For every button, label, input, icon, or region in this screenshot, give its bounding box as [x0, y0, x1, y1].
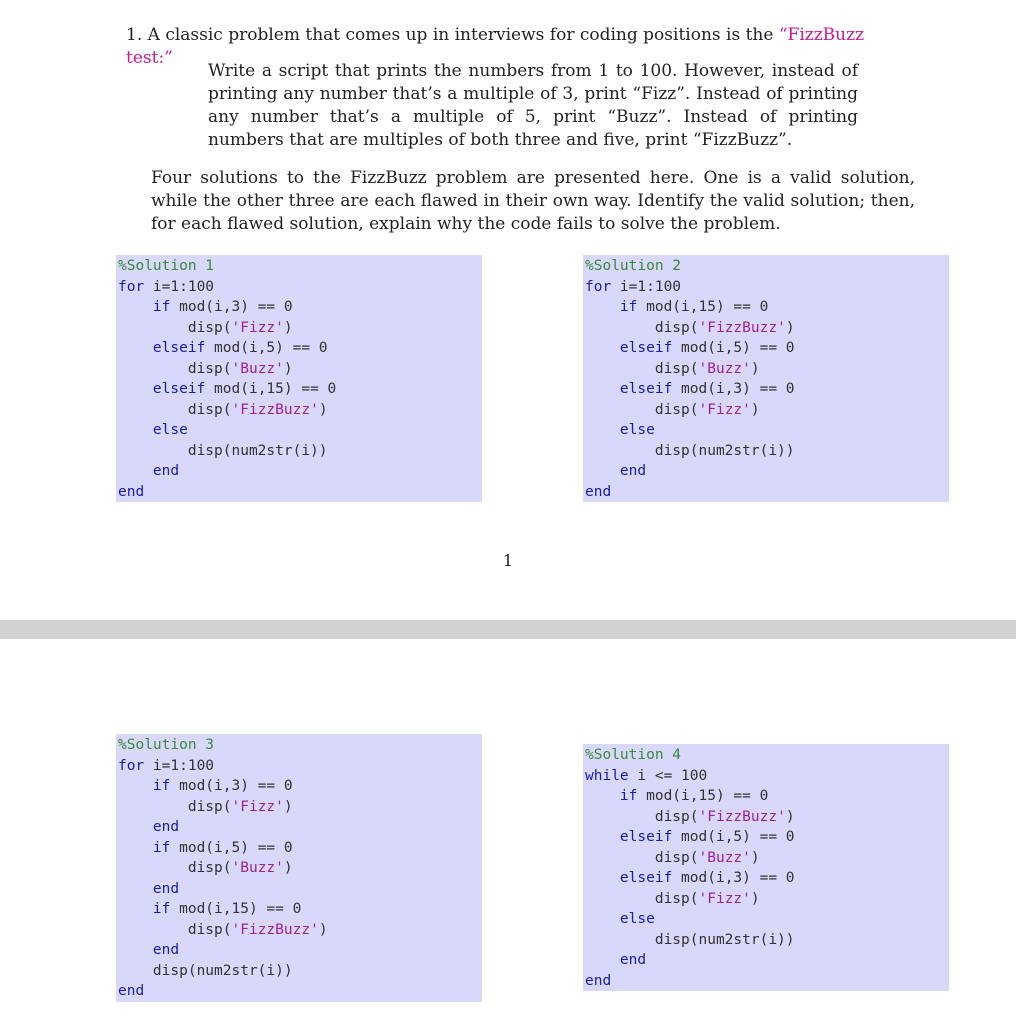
code-line	[118, 961, 482, 982]
solution-2-code	[583, 255, 949, 502]
code-token: elseif	[152, 340, 206, 356]
code-token: )	[750, 360, 760, 377]
code-token: )	[318, 401, 328, 418]
code-token: for	[585, 278, 612, 295]
code-line	[118, 256, 482, 277]
code-token: )	[283, 360, 293, 377]
code-token: if	[619, 299, 638, 315]
code-token: )	[283, 798, 293, 815]
code-line	[118, 297, 482, 318]
code-line	[585, 909, 949, 930]
page-number: 1	[502, 551, 514, 570]
code-line	[585, 807, 949, 828]
code-token: disp(	[118, 921, 232, 938]
code-token: mod(i,15) == 0	[637, 788, 769, 804]
code-line	[118, 817, 482, 838]
code-token: disp(	[585, 849, 699, 866]
code-token: mod(i,3) == 0	[672, 870, 795, 886]
code-line	[118, 879, 482, 900]
code-token: i=1:100	[611, 278, 682, 295]
code-token: if	[152, 778, 171, 794]
code-token: 'Buzz'	[231, 360, 284, 377]
code-line	[118, 379, 482, 400]
code-token	[118, 381, 153, 397]
instructions-paragraph: Four solutions to the FizzBuzz problem are presented here. One is a valid solution, while the other three are each flawed in their own way. Identify the valid solution; then, for each flawed solution, explain why the code fails to solve the problem.	[151, 168, 915, 234]
code-line	[585, 786, 949, 807]
code-token: )	[750, 849, 760, 866]
code-token: disp(	[118, 798, 232, 815]
code-token: 'Buzz'	[231, 860, 284, 876]
code-token: elseif	[619, 381, 673, 397]
code-token: disp(num2str(i))	[585, 442, 795, 459]
code-token: elseif	[152, 381, 206, 397]
code-line	[585, 461, 949, 482]
code-token	[585, 299, 620, 315]
code-token: %Solution 1	[118, 258, 215, 274]
code-token: disp(	[118, 319, 232, 336]
code-token: )	[750, 401, 760, 418]
code-token: while	[585, 767, 629, 784]
code-token: end	[585, 972, 612, 989]
code-token	[118, 299, 153, 315]
code-token: 'Fizz'	[231, 798, 284, 815]
code-line	[118, 756, 482, 777]
problem-statement: Write a script that prints the numbers from 1 to 100. However, instead of printing any number that’s a multiple of 3, print “Fizz”. Instead of printing any number that’s a multiple of 5, print “Buzz”. Instead of printing numbers that are multiples of both three and five, print “FizzBuzz”.	[208, 61, 858, 150]
code-token: disp(	[118, 360, 232, 377]
code-token: mod(i,5) == 0	[672, 340, 795, 356]
code-token	[118, 840, 153, 856]
code-line	[118, 776, 482, 797]
code-token: mod(i,5) == 0	[170, 839, 293, 856]
code-line	[118, 277, 482, 298]
code-token: )	[750, 890, 760, 907]
code-line	[118, 420, 482, 441]
code-token: mod(i,15) == 0	[637, 299, 769, 315]
code-line	[118, 461, 482, 482]
code-token	[118, 901, 153, 917]
fizzbuzz-test-link[interactable]: “FizzBuzz test:”	[126, 25, 865, 68]
code-line	[118, 838, 482, 859]
code-token: disp(	[585, 360, 699, 377]
code-line	[118, 482, 482, 503]
code-token: 'Buzz'	[698, 360, 751, 377]
code-line	[585, 848, 949, 869]
code-line	[585, 827, 949, 848]
code-line	[585, 400, 949, 421]
code-token	[118, 778, 153, 794]
code-token: else	[152, 422, 188, 438]
code-token	[118, 881, 153, 897]
code-token: if	[619, 788, 638, 804]
code-token: )	[785, 808, 795, 825]
code-token: elseif	[619, 340, 673, 356]
code-token: %Solution 2	[585, 258, 682, 274]
code-token	[585, 788, 620, 804]
code-line	[118, 981, 482, 1002]
code-token: end	[118, 483, 145, 500]
code-token	[585, 870, 620, 886]
code-line	[585, 338, 949, 359]
code-token: %Solution 4	[585, 747, 682, 763]
code-line	[585, 745, 949, 766]
code-token	[585, 422, 620, 438]
code-token: mod(i,3) == 0	[170, 778, 293, 794]
code-token: )	[785, 319, 795, 336]
code-token: end	[152, 942, 180, 958]
code-token: 'FizzBuzz'	[231, 401, 319, 418]
code-token: else	[619, 422, 655, 438]
code-token: i=1:100	[144, 757, 215, 774]
code-line	[585, 930, 949, 951]
code-token: disp(	[585, 401, 699, 418]
code-token: if	[152, 299, 171, 315]
code-token: %Solution 3	[118, 737, 215, 753]
code-line	[585, 277, 949, 298]
code-line	[118, 920, 482, 941]
code-line	[118, 899, 482, 920]
code-token: disp(num2str(i))	[118, 442, 328, 459]
code-token: disp(	[585, 319, 699, 336]
code-token: if	[152, 839, 171, 856]
code-token: disp(	[118, 860, 232, 876]
code-token: i=1:100	[144, 278, 215, 295]
code-token: for	[118, 757, 145, 774]
code-token	[585, 340, 620, 356]
code-token: disp(num2str(i))	[585, 931, 795, 948]
code-token: elseif	[619, 870, 673, 886]
code-line	[585, 297, 949, 318]
code-token: elseif	[619, 829, 673, 845]
code-token: disp(	[118, 401, 232, 418]
code-token	[118, 819, 153, 835]
code-line	[585, 971, 949, 992]
code-token: else	[619, 911, 655, 927]
code-line	[585, 256, 949, 277]
code-token: 'Fizz'	[698, 401, 751, 418]
code-line	[585, 318, 949, 339]
code-line	[585, 359, 949, 380]
code-token: if	[152, 901, 171, 917]
code-token	[118, 942, 153, 958]
code-line	[585, 482, 949, 503]
code-token: mod(i,5) == 0	[205, 340, 328, 356]
code-token: )	[283, 319, 293, 336]
code-line	[118, 400, 482, 421]
code-line	[118, 359, 482, 380]
code-line	[118, 797, 482, 818]
code-token: )	[318, 921, 328, 938]
question-intro: A classic problem that comes up in interviews for coding positions is the	[147, 25, 779, 45]
code-token: end	[152, 463, 180, 479]
code-line	[118, 441, 482, 462]
code-token: 'FizzBuzz'	[231, 921, 319, 938]
code-token: i <= 100	[628, 767, 708, 784]
code-token	[585, 911, 620, 927]
code-token: disp(	[585, 808, 699, 825]
code-token: end	[619, 952, 647, 968]
code-token: 'Fizz'	[698, 890, 751, 907]
code-token	[585, 829, 620, 845]
code-token: )	[283, 860, 293, 876]
code-line	[585, 441, 949, 462]
code-line	[585, 420, 949, 441]
code-token: mod(i,15) == 0	[170, 901, 302, 917]
code-token: 'Buzz'	[698, 849, 751, 866]
code-token: for	[118, 278, 145, 295]
code-token: end	[619, 463, 647, 479]
question-number: 1.	[126, 25, 143, 45]
code-token	[585, 463, 620, 479]
code-token	[118, 422, 153, 438]
code-token: end	[585, 483, 612, 500]
code-token: end	[152, 880, 180, 897]
code-token: disp(num2str(i))	[118, 962, 293, 979]
code-line	[118, 858, 482, 879]
code-token: end	[118, 983, 145, 999]
code-token	[585, 952, 620, 968]
code-token: mod(i,15) == 0	[205, 381, 337, 397]
code-line	[585, 950, 949, 971]
code-token: disp(	[585, 890, 699, 907]
code-line	[585, 889, 949, 910]
code-line	[118, 338, 482, 359]
solution-3-code	[116, 734, 482, 1002]
code-token: mod(i,3) == 0	[672, 381, 795, 397]
code-line	[118, 940, 482, 961]
page-separator	[0, 620, 1016, 639]
code-token	[118, 463, 153, 479]
code-token	[585, 381, 620, 397]
code-token	[118, 340, 153, 356]
code-token: mod(i,3) == 0	[170, 299, 293, 315]
solution-1-code	[116, 255, 482, 502]
code-token: mod(i,5) == 0	[672, 829, 795, 845]
solution-4-code	[583, 744, 949, 991]
code-line	[585, 868, 949, 889]
code-line	[585, 379, 949, 400]
code-token: 'Fizz'	[231, 319, 284, 336]
code-line	[585, 766, 949, 787]
code-line	[118, 735, 482, 756]
code-token: 'FizzBuzz'	[698, 319, 786, 336]
code-token: end	[152, 819, 180, 835]
code-token: 'FizzBuzz'	[698, 808, 786, 825]
code-line	[118, 318, 482, 339]
